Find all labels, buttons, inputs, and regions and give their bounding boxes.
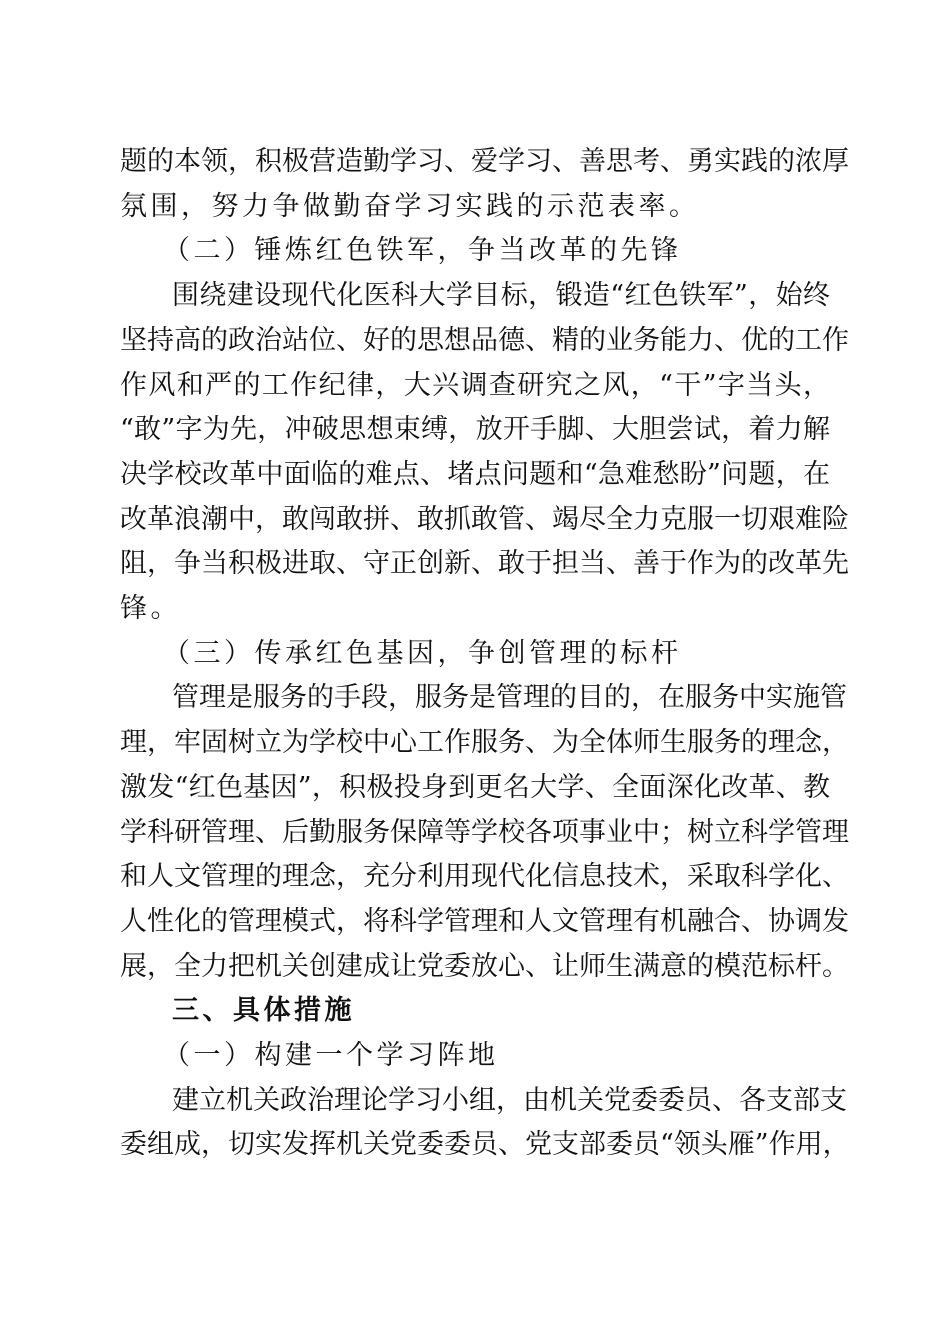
subsection-heading: （二）锤炼红色铁军，争当改革的先锋 — [163, 235, 682, 267]
paragraph-line: 题的本领，积极营造勤学习、爱学习、善思考、勇实践的浓厚 — [120, 146, 849, 177]
paragraph-line: 管理是服务的手段，服务是管理的目的，在服务中实施管 — [172, 682, 847, 714]
paragraph-line: 氛围，努力争做勤奋学习实践的示范表率。 — [120, 190, 700, 222]
paragraph-line: 阻，争当积极进取、守正创新、敢于担当、善于作为的改革先 — [120, 548, 849, 580]
paragraph-line: 激发“红色基因”，积极投身到更名大学、全面深化改革、教 — [120, 771, 830, 803]
paragraph-line: 锋。 — [120, 593, 181, 624]
paragraph-line: 坚持高的政治站位、好的思想品德、精的业务能力、优的工作 — [120, 324, 849, 356]
paragraph-line: 围绕建设现代化医科大学目标，锻造“红色铁军”，始终 — [172, 280, 830, 312]
paragraph-line: 学科研管理、后勤服务保障等学校各项事业中；树立科学管理 — [120, 816, 849, 848]
paragraph-line: 理，牢固树立为学校中心工作服务、为全体师生服务的理念， — [120, 727, 849, 759]
paragraph-line: 作风和严的工作纪律，大兴调查研究之风，“干”字当头， — [120, 369, 830, 401]
paragraph-line: 建立机关政治理论学习小组，由机关党委委员、各支部支 — [172, 1084, 847, 1116]
subsection-heading: （三）传承红色基因，争创管理的标杆 — [163, 637, 682, 669]
paragraph-line: “敢”字为先，冲破思想束缚，放开手脚、大胆尝试，着力解 — [120, 414, 830, 446]
paragraph-line: 人性化的管理模式，将科学管理和人文管理有机融合、协调发 — [120, 905, 849, 937]
paragraph-line: 和人文管理的理念，充分利用现代化信息技术，采取科学化、 — [120, 861, 849, 893]
paragraph-line: 改革浪潮中，敢闯敢拼、敢抓敢管、竭尽全力克服一切艰难险 — [120, 503, 849, 535]
subsection-heading: （一）构建一个学习阵地 — [163, 1040, 499, 1071]
paragraph-line: 决学校改革中面临的难点、堵点问题和“急难愁盼”问题，在 — [120, 458, 830, 490]
section-heading: 三、具体措施 — [172, 995, 355, 1027]
paragraph-line: 委组成，切实发挥机关党委委员、党支部委员“领头雁”作用， — [120, 1129, 850, 1161]
paragraph-line: 展，全力把机关创建成让党委放心、让师生满意的模范标杆。 — [120, 950, 849, 982]
